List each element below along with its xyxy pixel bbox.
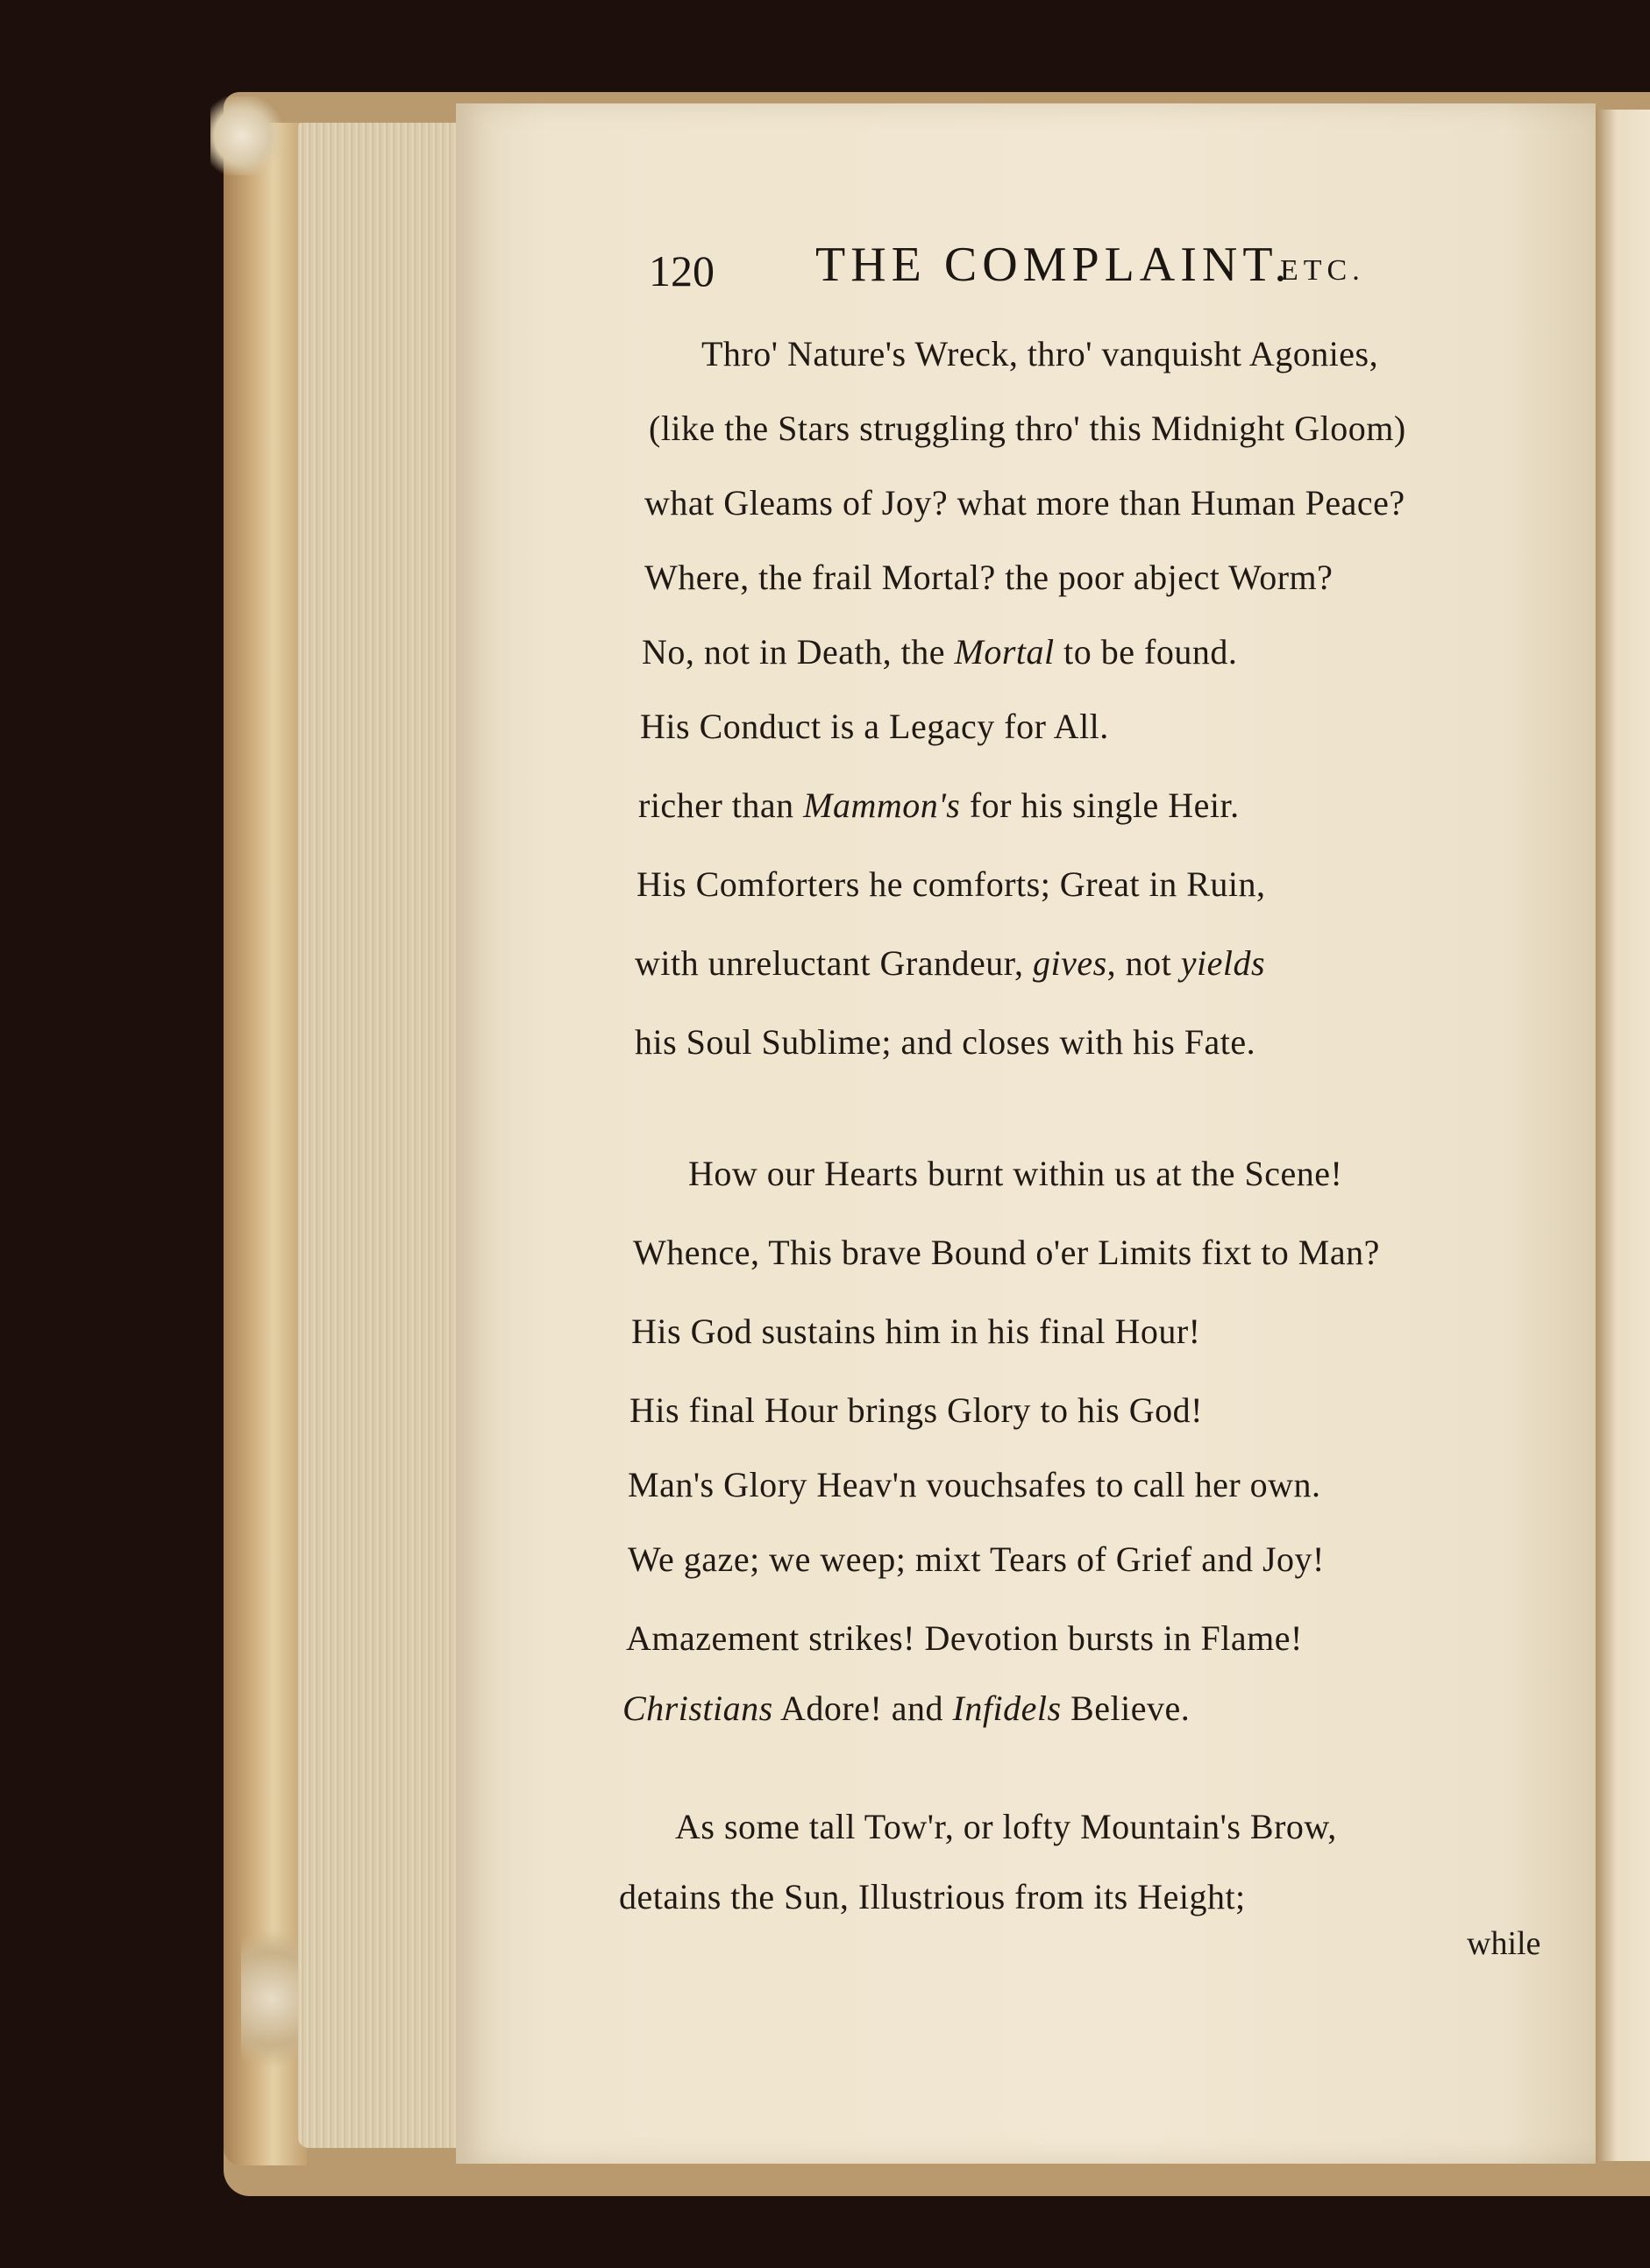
verse-line [701,333,1378,374]
verse-line [640,706,1109,747]
verse-line [633,1232,1380,1273]
verse-text: Man's Glory Heav'n vouchsafes to call her own. [628,1465,1321,1504]
spine-damage-bottom [241,1911,302,2087]
verse-text: with unreluctant Grandeur, [635,943,1033,983]
verse-text: richer than [638,786,804,825]
verse-line [675,1806,1337,1847]
verse-italic-text: gives [1032,943,1107,983]
page-stack-edges [298,123,482,2148]
verse-line [628,1539,1325,1580]
verse-line [628,1464,1321,1505]
verse-text: Where, the frail Mortal? the poor abject Worm? [644,558,1334,597]
verse-text: Whence, This brave Bound o'er Limits fixt to Man? [633,1233,1380,1272]
book-spine-edge [224,123,307,2165]
verse-text: , not [1106,943,1181,983]
catchword: while [1467,1925,1541,1962]
verse-line [619,1876,1246,1917]
verse-line [637,864,1266,905]
verse-line [629,1390,1203,1431]
verse-text: detains the Sun, Illustrious from its Height; [619,1877,1246,1916]
verse-text: His Conduct is a Legacy for All. [640,707,1109,746]
verse-line [631,1311,1200,1352]
facing-page-edge [1594,110,1650,2161]
verse-text: How our Hearts burnt within us at the Scene! [688,1154,1343,1193]
verse-line [642,631,1237,672]
verse-italic-text: Christians [622,1689,773,1728]
verse-text: His final Hour brings Glory to his God! [629,1390,1203,1430]
verse-text: his Soul Sublime; and closes with his Fate. [635,1022,1256,1062]
verse-italic-text: Mortal [954,632,1055,672]
verse-line [644,557,1333,598]
verse-text: No, not in Death, the [642,632,955,672]
verse-line [626,1617,1303,1659]
verse-text: for his single Heir. [960,786,1240,825]
verse-text: Thro' Nature's Wreck, thro' vanquisht Agonies, [701,334,1379,373]
verse-line [635,942,1265,984]
verse-text: to be found. [1054,632,1238,672]
verse-line [644,482,1405,523]
verse-text: His God sustains him in his final Hour! [631,1312,1201,1351]
verse-italic-text: Infidels [952,1689,1062,1728]
verse-text: Amazement strikes! Devotion bursts in Flame! [626,1618,1303,1658]
running-title: THE COMPLAINT. [815,238,1292,292]
running-title-etc: ETC. [1280,254,1365,287]
verse-text: We gaze; we weep; mixt Tears of Grief and Joy! [628,1539,1325,1579]
spine-damage-top [210,96,289,175]
verse-text: Adore! and [772,1689,953,1728]
verse-line [649,408,1406,449]
verse-text: Believe. [1061,1689,1191,1728]
verse-line [638,785,1240,826]
page-header [649,237,1438,307]
verse-italic-text: Mammon's [803,786,961,825]
verse-line [622,1688,1190,1729]
verse-text: (like the Stars struggling thro' this Midnight Gloom) [649,409,1406,448]
verse-text: His Comforters he comforts; Great in Ruin, [637,864,1266,904]
page-number: 120 [649,246,715,295]
verse-italic-text: yields [1180,943,1266,983]
verse-text: what Gleams of Joy? what more than Human Peace? [644,483,1405,523]
verse-text: As some tall Tow'r, or lofty Mountain's Brow, [675,1807,1337,1846]
verse-line [635,1021,1255,1063]
verse-line [688,1153,1342,1194]
